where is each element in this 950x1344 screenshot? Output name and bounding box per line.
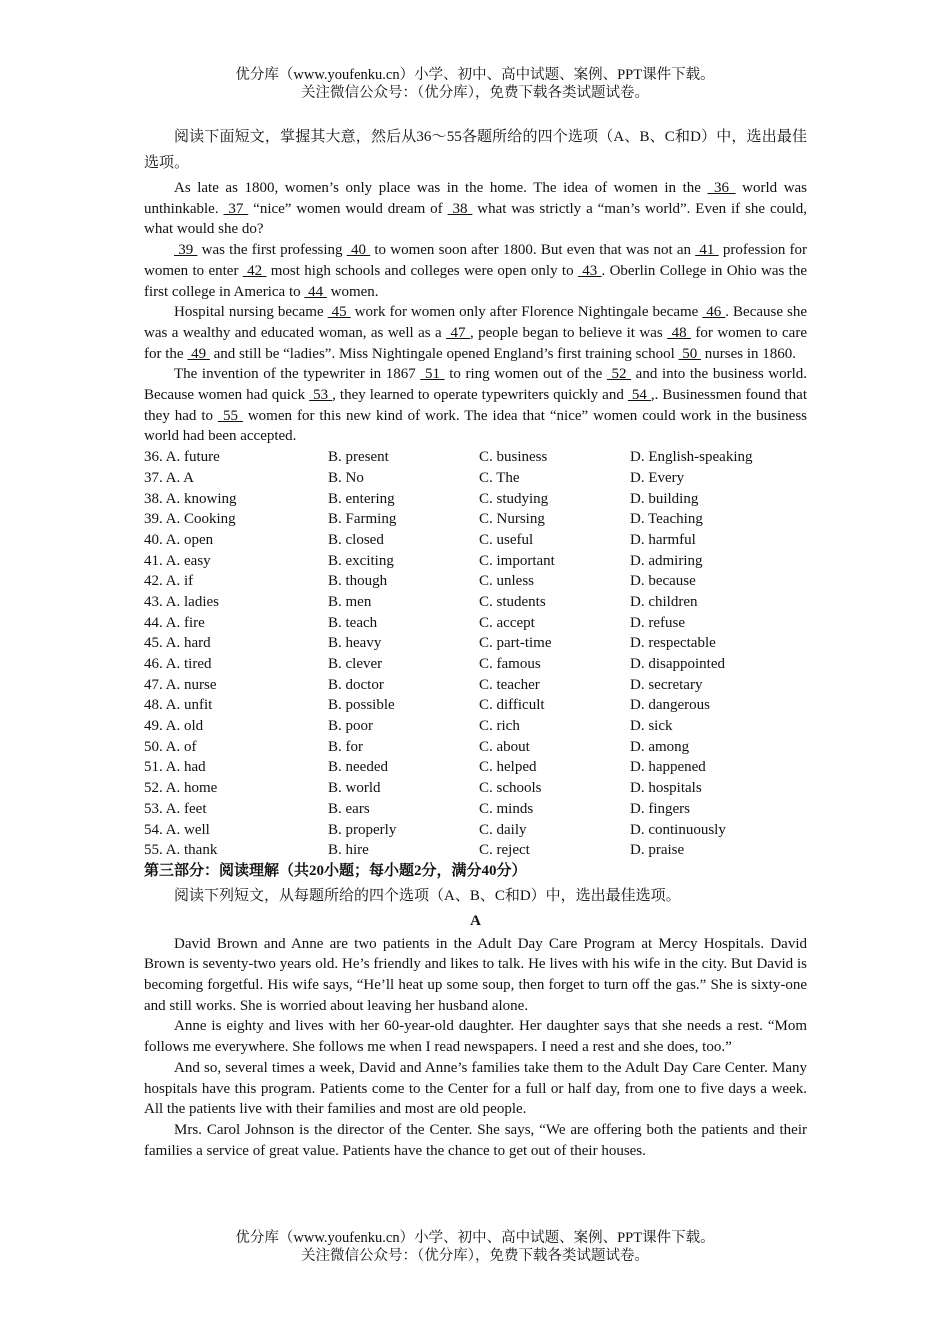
blank-50: 50 [678,345,701,362]
blank-48: 48 [667,324,691,341]
blank-40: 40 [346,242,371,259]
cloze-paragraph-4: The invention of the typewriter in 1867 51 to ring women out of the 52 and into the business world. Because women had quick 53 , they learned to operate typewriters quickly and 54 ,. Businessmen found that they had to 55 women for this new kind of work. The idea that “nice” women could work in the business world had been accepted. [144,366,808,445]
option-row: 48. A. unfit B. possible C. difficult D. dangerous [144,697,710,714]
cloze-paragraph-3: Hospital nursing became 45 work for women only after Florence Nightingale became 46 . Because she was a wealthy and educated woman, as well as a 47 , people began to believe it was 48 for women to care for the 49 and still be “ladies”. Miss Nightingale opened England’s first training school 50 nurses in 1860. [144,304,808,362]
option-row: 37. A. A B. No C. The D. Every [144,469,685,486]
blank-41: 41 [695,242,719,259]
option-row: 36. A. future B. present C. business D. English-speaking [144,449,753,466]
header-line-1: 优分库（www.youfenku.cn）小学、初中、高中试题、案例、PPT课件下载。 [235,67,715,83]
exam-content [144,124,807,1161]
option-row: 50. A. of B. for C. about D. among [144,738,690,755]
option-row: 47. A. nurse B. doctor C. teacher D. secretary [144,676,703,693]
option-row: 54. A. well B. properly C. daily D. continuously [144,821,726,838]
option-row: 43. A. ladies B. men C. students D. children [144,593,698,610]
cloze-paragraph-2: 39 was the first professing 40 to women soon after 1800. But even that was not an 41 profession for women to enter 42 most high schools and colleges were open only to 43 . Oberlin College in Ohio was the first college in America to 44 women. [144,242,808,300]
blank-52: 52 [606,366,632,383]
header-line-2: 关注微信公众号：（优分库），免费下载各类试题试卷。 [301,85,649,101]
option-row: 49. A. old B. poor C. rich D. sick [144,718,673,735]
blank-45: 45 [327,304,351,321]
option-row: 38. A. knowing B. entering C. studying D. building [144,490,699,507]
blank-38: 38 [447,200,473,217]
option-row: 46. A. tired B. clever C. famous D. disappointed [144,656,725,673]
passage-paragraph-1: David Brown and Anne are two patients in the Adult Day Care Program at Mercy Hospitals. David Brown is seventy-two years old. He’s friendly and likes to talk. He lives with his wife in the city. But David is becoming forgetful. His wife says, “He’ll heat up some soup, then forget to turn off the gas.” She is sixty-one and still works. She is worried about leaving her husband alone. [144,935,807,1014]
options-list [144,447,807,861]
footer-line-1: 优分库（www.youfenku.cn）小学、初中、高中试题、案例、PPT课件下载。 [235,1230,715,1246]
option-row: 44. A. fire B. teach C. accept D. refuse [144,614,685,631]
option-row: 55. A. thank B. hire C. reject D. praise [144,842,685,859]
section-3-instruction: 阅读下列短文，从每题所给的四个选项（A、B、C和D）中，选出最佳选项。 [174,887,681,904]
blank-47: 47 [446,324,470,341]
page-header [0,66,950,102]
cloze-instruction: 阅读下面短文，掌握其大意，然后从36～55各题所给的四个选项（A、B、C和D）中，选出最佳选项。 [144,129,807,171]
blank-53: 53 [309,387,333,404]
footer-line-2: 关注微信公众号：（优分库），免费下载各类试题试卷。 [301,1248,649,1264]
option-row: 39. A. Cooking B. Farming C. Nursing D. Teaching [144,511,703,528]
passage-paragraph-2: Anne is eighty and lives with her 60-year-old daughter. Her daughter says that she needs a rest. “Mom follows me everywhere. She follows me when I read newspapers. I need a rest and she does, too.” [144,1018,807,1056]
option-row: 52. A. home B. world C. schools D. hospitals [144,780,702,797]
blank-55: 55 [218,407,243,424]
blank-42: 42 [242,262,267,279]
blank-46: 46 [702,304,726,321]
blank-36: 36 [707,180,736,196]
blank-39: 39 [174,242,198,259]
blank-44: 44 [304,283,327,300]
blank-51: 51 [420,366,445,383]
passage-paragraph-3: And so, several times a week, David and Anne’s families take them to the Adult Day Care Center. Many hospitals have this program. Patients come to the Center for a full or half day, from one to five days a week. All the patients live with their families and most are old people. [144,1059,807,1118]
passage-paragraph-4: Mrs. Carol Johnson is the director of the Center. She says, “We are offering both the patients and their families a service of great value. Patients have the chance to get out of their houses. [144,1121,807,1159]
option-row: 42. A. if B. though C. unless D. because [144,573,696,590]
section-3-title: 第三部分：阅读理解（共20小题；每小题2分，满分40分） [144,862,527,879]
option-row: 51. A. had B. needed C. helped D. happened [144,759,706,776]
option-row: 45. A. hard B. heavy C. part-time D. respectable [144,635,716,652]
option-row: 40. A. open B. closed C. useful D. harmful [144,531,696,548]
blank-49: 49 [187,345,210,362]
passage-label: A [470,912,481,929]
blank-54: 54 [627,387,651,404]
blank-37: 37 [223,200,249,217]
page-footer [0,1229,950,1265]
blank-43: 43 [577,262,602,279]
option-row: 41. A. easy B. exciting C. important D. admiring [144,552,703,569]
option-row: 53. A. feet B. ears C. minds D. fingers [144,800,690,817]
cloze-paragraph-1: As late as 1800, women’s only place was in the home. The idea of women in the 36 world was unthinkable. 37 “nice” women would dream of 38 what was strictly a “man’s world”. Even if she could, what would she do? [144,180,808,238]
